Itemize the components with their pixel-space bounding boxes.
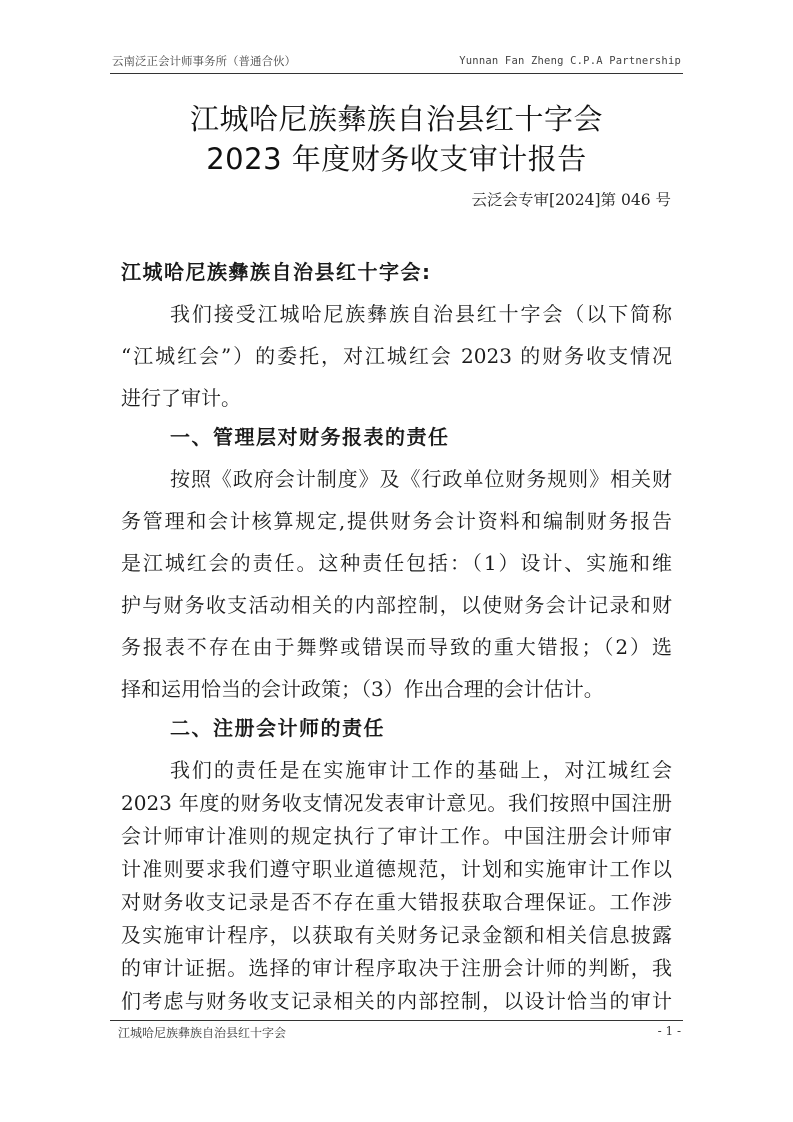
header-divider — [110, 73, 683, 74]
paragraph-line: 务管理和会计核算规定,提供财务会计资料和编制财务报告 — [121, 509, 672, 533]
paragraph-line: 们考虑与财务收支记录相关的内部控制，以设计恰当的审计 — [121, 989, 672, 1013]
report-title-line2: 2023 年度财务收支审计报告 — [206, 142, 587, 176]
paragraph-line: 择和运用恰当的会计政策；（3）作出合理的会计估计。 — [121, 677, 604, 701]
report-title-line1: 江城哈尼族彝族自治县红十字会 — [189, 102, 603, 136]
addressee: 江城哈尼族彝族自治县红十字会: — [121, 260, 432, 284]
footer-org-name: 江城哈尼族彝族自治县红十字会 — [118, 1026, 287, 1040]
document-number: 云泛会专审[2024]第 046 号 — [471, 191, 671, 209]
paragraph-line: 计准则要求我们遵守职业道德规范，计划和实施审计工作以 — [121, 857, 672, 881]
firm-name-cn: 云南泛正会计师事务所（普通合伙） — [112, 54, 296, 68]
paragraph-line: 及实施审计程序，以获取有关财务记录金额和相关信息披露 — [121, 923, 672, 947]
paragraph-line: 我们的责任是在实施审计工作的基础上，对江城红会 — [170, 758, 672, 782]
paragraph-line: 2023 年度的财务收支情况发表审计意见。我们按照中国注册 — [121, 791, 672, 815]
firm-name-en: Yunnan Fan Zheng C.P.A Partnership — [459, 55, 681, 67]
paragraph-line: 务报表不存在由于舞弊或错误而导致的重大错报；（2）选 — [121, 635, 672, 659]
paragraph-line: 按照《政府会计制度》及《行政单位财务规则》相关财 — [170, 467, 672, 491]
section-heading-cpa: 二、注册会计师的责任 — [170, 716, 385, 740]
paragraph-line: 护与财务收支活动相关的内部控制，以使财务会计记录和财 — [121, 593, 672, 617]
intro-line: 我们接受江城哈尼族彝族自治县红十字会（以下简称 — [170, 302, 672, 326]
paragraph-line: 会计师审计准则的规定执行了审计工作。中国注册会计师审 — [121, 824, 672, 848]
section-heading-management: 一、管理层对财务报表的责任 — [170, 425, 450, 449]
paragraph-line: 对财务收支记录是否不存在重大错报获取合理保证。工作涉 — [121, 890, 672, 914]
intro-line: “江城红会”）的委托，对江城红会 2023 的财务收支情况 — [121, 344, 672, 368]
footer-divider — [110, 1020, 683, 1021]
intro-line: 进行了审计。 — [121, 386, 241, 410]
page-footer — [118, 1024, 681, 1041]
page-header — [112, 50, 681, 72]
paragraph-line: 是江城红会的责任。这种责任包括：（1）设计、实施和维 — [121, 551, 672, 575]
page-number: - 1 - — [657, 1024, 681, 1038]
paragraph-line: 的审计证据。选择的审计程序取决于注册会计师的判断，我 — [121, 956, 672, 980]
